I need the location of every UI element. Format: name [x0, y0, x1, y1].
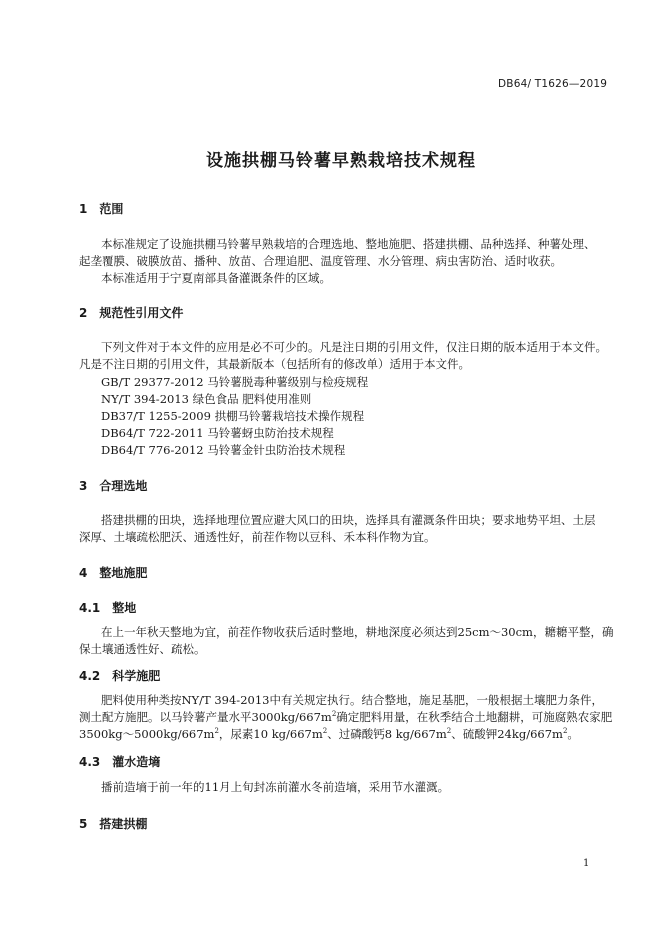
section-4-1-paragraph-line: 在上一年秋天整地为宜，前茬作物收获后适时整地，耕地深度必须达到25cm～30cm，耱耱平整，确: [101, 625, 614, 639]
text-run: ，尿素10 kg/667m: [218, 727, 323, 741]
reference-item: GB/T 29377-2012 马铃薯脱毒种薯级别与检疫规程: [101, 375, 369, 389]
section-4-1-heading: 4.1 整地: [79, 601, 137, 615]
section-4-2-paragraph-line: 肥料使用种类按NY/T 394-2013中有关规定执行。结合整地，施足基肥，一般根据土壤肥力条件，: [101, 693, 603, 707]
text-run: 3500kg～5000kg/667m: [79, 727, 215, 741]
section-3-paragraph-line: 深厚、土壤疏松肥沃、通透性好，前茬作物以豆科、禾本科作物为宜。: [79, 530, 436, 544]
text-run: 、硫酸钾24kg/667m: [451, 727, 563, 741]
section-2-paragraph-line: 凡是不注日期的引用文件，其最新版本（包括所有的修改单）适用于本文件。: [79, 357, 470, 371]
reference-item: DB64/T 722-2011 马铃薯蚜虫防治技术规程: [101, 426, 334, 440]
section-4-3-heading: 4.3 灌水造墒: [79, 755, 161, 769]
superscript: 2: [214, 727, 219, 736]
section-1-scope-line: 本标准适用于宁夏南部具备灌溉条件的区域。: [101, 271, 331, 285]
section-2-paragraph-line: 下列文件对于本文件的应用是必不可少的。凡是注日期的引用文件，仅注日期的版本适用于本文件。: [101, 340, 607, 354]
text-run: 、过磷酸钙8 kg/667m: [327, 727, 447, 741]
reference-item: NY/T 394-2013 绿色食品 肥料使用准则: [101, 392, 312, 406]
section-1-paragraph-line: 本标准规定了设施拱棚马铃薯早熟栽培的合理选地、整地施肥、搭建拱棚、品种选择、种薯处理、: [101, 237, 596, 251]
reference-item: DB37/T 1255-2009 拱棚马铃薯栽培技术操作规程: [101, 409, 365, 423]
page-number: 1: [583, 858, 590, 869]
section-1-heading: 1 范围: [79, 202, 124, 216]
section-3-paragraph-line: 搭建拱棚的田块，选择地理位置应避大风口的田块，选择具有灌溉条件田块；要求地势平坦、土层: [101, 513, 596, 527]
superscript: 2: [331, 710, 337, 719]
text-run: 。: [567, 727, 579, 741]
section-4-3-paragraph-line: 播前造墒于前一年的11月上旬封冻前灌水冬前造墒，采用节水灌溉。: [101, 780, 450, 794]
superscript: 2: [446, 727, 452, 736]
standard-code: DB64/ T1626—2019: [498, 78, 608, 90]
superscript: 2: [562, 727, 568, 736]
superscript: 2: [322, 727, 328, 736]
section-4-2-heading: 4.2 科学施肥: [79, 669, 161, 683]
section-3-heading: 3 合理选地: [79, 479, 148, 493]
text-run: 确定肥料用量，在秋季结合土地翻耕，可施腐熟农家肥: [336, 710, 613, 724]
section-5-heading: 5 搭建拱棚: [79, 817, 148, 831]
section-4-1-paragraph-line: 保土壤通透性好、疏松。: [79, 642, 206, 656]
section-2-heading: 2 规范性引用文件: [79, 306, 184, 320]
section-1-paragraph-line: 起垄覆膜、破膜放苗、播种、放苗、合理追肥、温度管理、水分管理、病虫害防治、适时收获。: [79, 254, 562, 268]
section-4-2-paragraph-line: [79, 709, 612, 725]
section-4-heading: 4 整地施肥: [79, 566, 148, 580]
text-run: 测土配方施肥。以马铃薯产量水平3000kg/667m: [79, 710, 332, 724]
section-4-2-paragraph-line: [79, 726, 579, 742]
reference-item: DB64/T 776-2012 马铃薯金针虫防治技术规程: [101, 443, 346, 457]
document-title: 设施拱棚马铃薯早熟栽培技术规程: [206, 151, 476, 171]
